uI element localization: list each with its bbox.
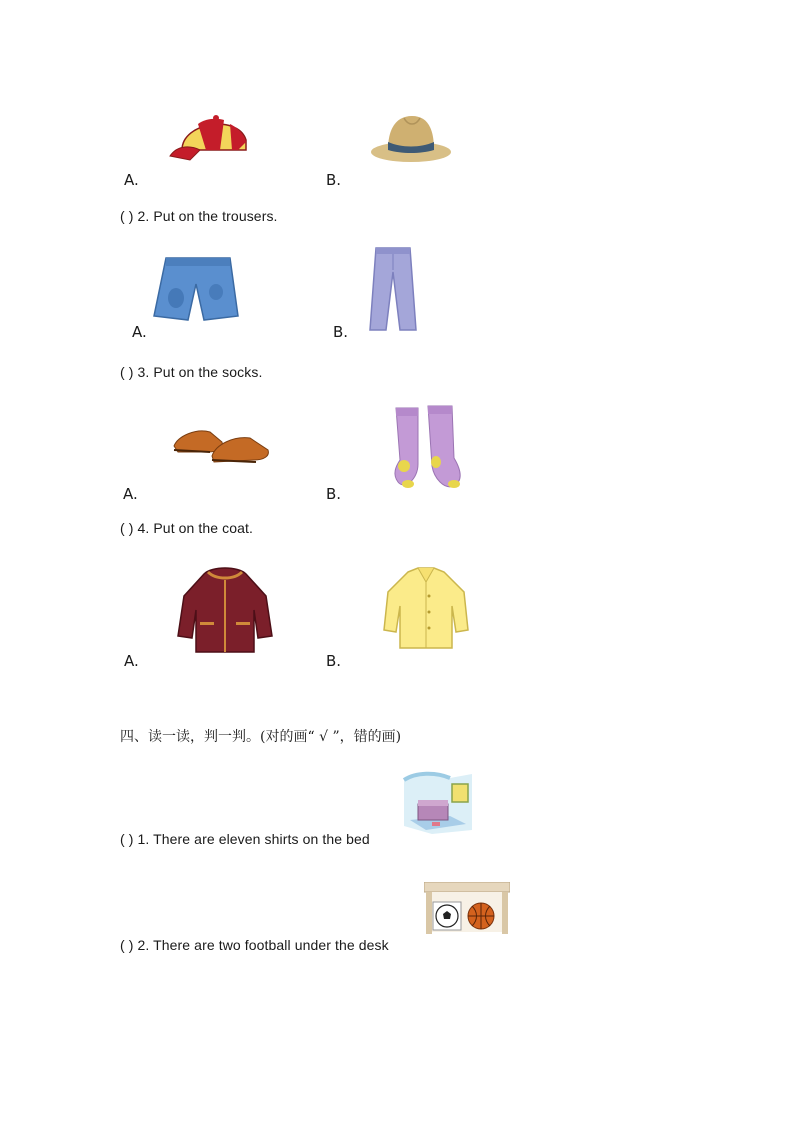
- q2-option-b: B.: [333, 323, 349, 341]
- section4-heading: 四、读一读，判一判。(对的画“ √ ”，错的画): [120, 729, 402, 745]
- straw-hat-image: [368, 112, 454, 166]
- q3-option-b: B.: [326, 485, 342, 503]
- q3-text: ( ) 3. Put on the socks.: [120, 364, 263, 380]
- q3-option-a: A.: [123, 485, 138, 503]
- s4-item2-text: ( ) 2. There are two football under the desk: [120, 937, 389, 953]
- socks-image: [392, 404, 466, 492]
- q4-option-b: B.: [326, 652, 342, 670]
- baseball-cap-image: [168, 110, 252, 168]
- shirt-image: [382, 566, 470, 652]
- q2-option-a: A.: [132, 323, 147, 341]
- shorts-image: [152, 254, 240, 324]
- s4-item1-text: ( ) 1. There are eleven shirts on the bed: [120, 831, 370, 847]
- q4-text: ( ) 4. Put on the coat.: [120, 520, 254, 536]
- shoes-image: [172, 422, 272, 466]
- q4-option-a: A.: [124, 652, 139, 670]
- q1-option-b: B.: [326, 171, 342, 189]
- q2-text: ( ) 2. Put on the trousers.: [120, 208, 278, 224]
- trousers-image: [368, 244, 418, 332]
- bedroom-image: [402, 770, 474, 836]
- jacket-image: [176, 566, 274, 654]
- q1-option-a: A.: [124, 171, 139, 189]
- balls-under-desk-image: [424, 882, 510, 934]
